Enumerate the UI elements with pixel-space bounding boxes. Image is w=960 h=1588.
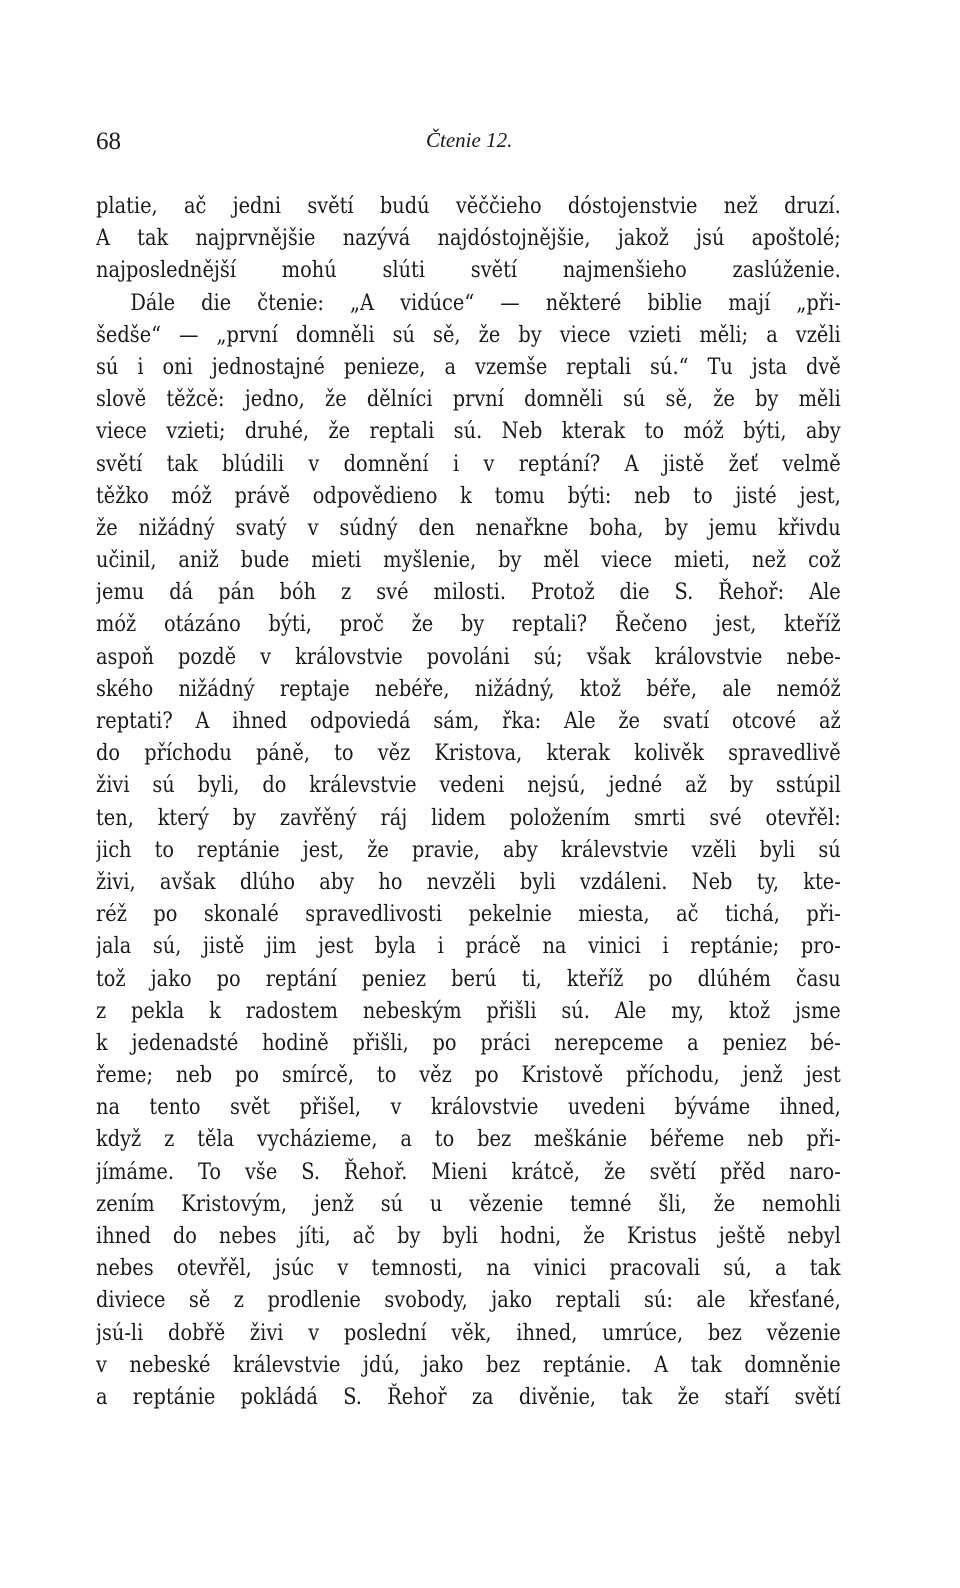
text-line: reptati? A ihned odpoviedá sám, řka: Ale že svatí otcové až [96, 708, 841, 734]
text-line: řeme; neb po smírcě, to věz po Kristově příchodu, jenž jest [96, 1062, 841, 1089]
text-line: šedše“ — „první domněli sú sě, že by viece vzieti měli; a vzěli [96, 321, 841, 348]
page-number: 68 [96, 128, 121, 155]
text-line: aspoň pozdě v královstvie povoláni sú; však královstvie nebe- [96, 643, 841, 670]
text-line: učinil, aniž bude mieti myšlenie, by měl viece mieti, než což [96, 547, 841, 574]
page-header [96, 128, 841, 158]
text-line: že nižádný svatý v súdný den nenařkne boha, by jemu křivdu [96, 514, 841, 541]
text-line: k jedenadsté hodině přišli, po práci nerepceme a peniez bé- [96, 1029, 841, 1056]
text-line: tož jako po reptání peniez berú ti, kteříž po dlúhém času [96, 965, 841, 992]
text-line: najposlednější mohú slúti světí najmenšieho zaslúženie. [96, 257, 841, 284]
text-line: ihned do nebes jíti, ač by byli hodni, že Kristus ještě nebyl [96, 1223, 841, 1249]
text-line: diviece sě z prodlenie svobody, jako reptali sú: ale křesťané, [96, 1287, 841, 1314]
text-line: jich to reptánie jest, že pravie, aby králevstvie vzěli byli sú [96, 836, 841, 863]
text-line: viece vzieti; druhé, že reptali sú. Neb kterak to móž býti, aby [96, 418, 841, 445]
text-line: platie, ač jedni světí budú věččieho dóstojenstvie než druzí. [96, 193, 841, 219]
text-line: A tak najprvnějšie nazývá najdóstojnějšie, jakož jsú apoštolé; [96, 225, 841, 252]
text-line: na tento svět přišel, v královstvie uvedeni býváme ihned, [96, 1094, 841, 1121]
text-line: móž otázáno býti, proč že by reptali? Řečeno jest, kteříž [96, 611, 841, 638]
text-line: zením Kristovým, jenž sú u vězenie temné šli, že nemohli [96, 1190, 841, 1217]
text-line: jsú-li dobřě živi v poslední věk, ihned, umrúce, bez vězenie [96, 1319, 841, 1346]
text-line: slově těžcě: jedno, že dělníci první domněli sú sě, že by měli [96, 386, 841, 413]
text-line: z pekla k radostem nebeským přišli sú. Ale my, ktož jsme [96, 997, 841, 1024]
text-line: jala sú, jistě jim jest byla i prácě na vinici i reptánie; pro- [96, 933, 841, 960]
text-line: jímáme. To vše S. Řehoř. Mieni krátcě, že světí přěd naro- [96, 1158, 841, 1185]
text-line: nebes otevřěl, jsúc v temnosti, na vinici pracovali sú, a tak [96, 1255, 841, 1282]
text-line: a reptánie pokládá S. Řehoř za divěnie, tak že staří světí [96, 1383, 841, 1410]
paragraph-start-line: Dále die čtenie: „A vidúce“ — některé biblie mají „při- [130, 289, 841, 316]
text-line: do příchodu páně, to věz Kristova, kterak kolivěk spravedlivě [96, 740, 841, 767]
text-line: když z těla vycházieme, a to bez meškánie béřeme neb při- [96, 1126, 841, 1153]
running-title: Čtenie 12. [426, 128, 513, 152]
text-line: těžko móž právě odpovědieno k tomu býti: neb to jisté jest, [96, 482, 841, 509]
text-line: světí tak blúdili v domnění i v reptání? A jistě žeť velmě [96, 450, 841, 477]
text-line: v nebeské králevstvie jdú, jako bez reptánie. A tak domněnie [96, 1351, 841, 1378]
text-line: živi sú byli, do králevstvie vedeni nejsú, jedné až by sstúpil [96, 772, 841, 799]
text-line: sú i oni jednostajné penieze, a vzemše reptali sú.“ Tu jsta dvě [96, 353, 841, 380]
text-line: jemu dá pán bóh z své milosti. Protož die S. Řehoř: Ale [96, 579, 841, 606]
text-line: živi, avšak dlúho aby ho nevzěli byli vzdáleni. Neb ty, kte- [96, 868, 841, 895]
text-line: réž po skonalé spravedlivosti pekelnie miesta, ač tichá, při- [96, 901, 841, 928]
text-line: ského nižádný reptaje nebéře, nižádný, ktož béře, ale nemóž [96, 675, 841, 702]
body-text [96, 190, 841, 1413]
text-line: ten, který by zavřěný ráj lidem položením smrti své otevřěl: [96, 804, 841, 831]
